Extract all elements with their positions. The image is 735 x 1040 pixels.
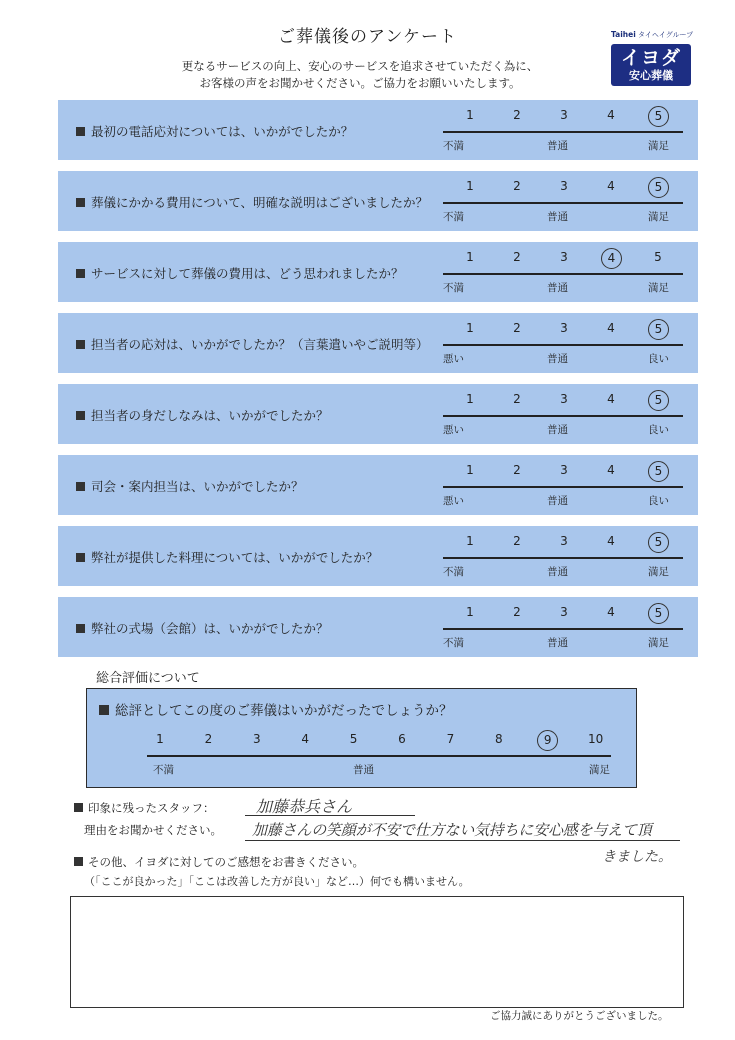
rating-option[interactable]: 4	[607, 605, 615, 619]
scale-label-low: 悪い	[443, 495, 464, 507]
overall-scale-line	[147, 755, 611, 757]
rating-option[interactable]: 3	[560, 534, 568, 548]
rating-option[interactable]: 1	[466, 392, 474, 406]
overall-question: 総評としてこの度のご葬儀はいかがだったでしょうか？	[99, 699, 453, 719]
bullet-square-icon	[76, 198, 85, 207]
overall-section-label: 総合評価について	[96, 671, 200, 686]
scale-label-mid: 普通	[547, 424, 568, 436]
rating-option[interactable]: 1	[466, 463, 474, 477]
logo-group: Taihei タイヘイグループ	[611, 30, 694, 39]
scale-line	[443, 131, 683, 133]
bullet-square-icon	[74, 857, 83, 866]
overall-rating-scale[interactable]	[149, 732, 609, 782]
scale-label-mid: 普通	[547, 353, 568, 365]
reason-label: 理由をお聞かせください。	[84, 823, 222, 837]
scale-line	[443, 415, 683, 417]
rating-option[interactable]: 4	[607, 179, 615, 193]
scale-label-high: 良い	[648, 353, 669, 365]
overall-label-low: 不満	[153, 764, 174, 776]
rating-option[interactable]: 3	[560, 605, 568, 619]
rating-option-selected[interactable]: 5	[648, 319, 669, 340]
intro-line-1: 更なるサービスの向上、安心のサービスを追求させていただく為に、	[181, 59, 539, 73]
overall-question-panel	[86, 688, 637, 788]
rating-option[interactable]: 3	[560, 321, 568, 335]
rating-option[interactable]: 4	[607, 392, 615, 406]
scale-label-low: 悪い	[443, 424, 464, 436]
logo-name: イヨダ	[620, 47, 681, 69]
reason-handwritten-1[interactable]: 加藤さんの笑顔が不安で仕方ない気持ちに安心感を与えて頂	[252, 821, 652, 839]
scale-label-mid: 普通	[547, 211, 568, 223]
overall-option[interactable]: 3	[252, 732, 261, 746]
rating-option[interactable]: 1	[466, 108, 474, 122]
bullet-square-icon	[76, 127, 85, 136]
scale-label-high: 良い	[648, 495, 669, 507]
bullet-square-icon	[76, 624, 85, 633]
scale-label-low: 不満	[443, 637, 464, 649]
reason-line	[245, 840, 680, 841]
staff-name-handwritten[interactable]: 加藤恭兵さん	[256, 797, 353, 816]
question-panel	[58, 171, 698, 231]
rating-scale[interactable]	[443, 463, 683, 511]
overall-option[interactable]: 7	[446, 732, 455, 746]
scale-label-high: 満足	[648, 211, 669, 223]
scale-label-high: 良い	[648, 424, 669, 436]
rating-option-selected[interactable]: 5	[648, 177, 669, 198]
scale-label-mid: 普通	[547, 566, 568, 578]
scale-label-low: 不満	[443, 140, 464, 152]
rating-option[interactable]: 3	[560, 108, 568, 122]
scale-label-mid: 普通	[547, 140, 568, 152]
rating-option[interactable]: 3	[560, 250, 568, 264]
page-title: ご葬儀後のアンケート	[278, 27, 457, 47]
question-text: 担当者の応対は、いかがでしたか？（言葉遣いやご説明等）	[76, 335, 429, 353]
question-text: 弊社が提供した料理については、いかがでしたか？	[76, 548, 378, 566]
rating-option[interactable]: 1	[466, 179, 474, 193]
rating-option[interactable]: 2	[513, 108, 521, 122]
rating-option[interactable]: 2	[513, 179, 521, 193]
overall-option[interactable]: 10	[587, 732, 604, 746]
question-text: 弊社の式場（会館）は、いかがでしたか？	[76, 619, 329, 637]
rating-option-selected[interactable]: 5	[648, 106, 669, 127]
bullet-square-icon	[76, 553, 85, 562]
scale-label-high: 満足	[648, 140, 669, 152]
question-panel	[58, 455, 698, 515]
rating-scale[interactable]	[443, 321, 683, 369]
rating-scale[interactable]	[443, 605, 683, 653]
bullet-square-icon	[76, 340, 85, 349]
rating-option[interactable]: 2	[513, 250, 521, 264]
rating-option-selected[interactable]: 4	[601, 248, 622, 269]
question-panel	[58, 313, 698, 373]
rating-option[interactable]: 1	[466, 534, 474, 548]
rating-scale[interactable]	[443, 534, 683, 582]
scale-label-high: 満足	[648, 566, 669, 578]
rating-option[interactable]: 2	[513, 392, 521, 406]
rating-option[interactable]: 4	[607, 534, 615, 548]
overall-label-high: 満足	[589, 764, 610, 776]
scale-line	[443, 344, 683, 346]
scale-label-mid: 普通	[547, 637, 568, 649]
question-panel	[58, 384, 698, 444]
question-panel	[58, 597, 698, 657]
other-hint: （「ここが良かった」「ここは改善した方が良い」など…）何でも構いません。	[84, 875, 470, 888]
rating-option[interactable]: 4	[607, 321, 615, 335]
logo-badge	[611, 44, 691, 86]
rating-scale[interactable]	[443, 179, 683, 227]
scale-label-low: 悪い	[443, 353, 464, 365]
scale-label-high: 満足	[648, 637, 669, 649]
scale-line	[443, 273, 683, 275]
comment-box[interactable]	[70, 896, 684, 1008]
rating-option[interactable]: 4	[607, 108, 615, 122]
rating-option-selected[interactable]: 5	[648, 390, 669, 411]
scale-label-mid: 普通	[547, 282, 568, 294]
rating-option-selected[interactable]: 5	[648, 603, 669, 624]
rating-option[interactable]: 3	[560, 463, 568, 477]
overall-option[interactable]: 5	[349, 732, 358, 746]
question-panel	[58, 100, 698, 160]
rating-option-selected[interactable]: 5	[648, 461, 669, 482]
staff-label: 印象に残ったスタッフ：	[74, 800, 215, 816]
company-logo	[611, 30, 694, 86]
bullet-square-icon	[76, 269, 85, 278]
logo-sub: 安心葬儀	[629, 69, 673, 82]
scale-label-low: 不満	[443, 566, 464, 578]
question-text: 担当者の身だしなみは、いかがでしたか？	[76, 406, 329, 424]
scale-label-low: 不満	[443, 211, 464, 223]
question-text: 最初の電話応対については、いかがでしたか？	[76, 122, 353, 140]
rating-option[interactable]: 3	[560, 392, 568, 406]
other-label: その他、イヨダに対してのご感想をお書きください。	[74, 854, 364, 870]
overall-option[interactable]: 6	[398, 732, 406, 746]
scale-label-mid: 普通	[547, 495, 568, 507]
intro-line-2: お客様の声をお聞かせください。ご協力をお願いいたします。	[199, 76, 521, 90]
rating-option[interactable]: 2	[513, 534, 521, 548]
rating-option[interactable]: 2	[513, 605, 521, 619]
overall-option[interactable]: 4	[301, 732, 309, 746]
rating-option[interactable]: 3	[560, 179, 568, 193]
question-panel	[58, 526, 698, 586]
bullet-square-icon	[74, 803, 83, 812]
rating-option[interactable]: 4	[607, 463, 615, 477]
rating-option[interactable]: 5	[654, 250, 662, 264]
rating-scale[interactable]	[443, 250, 683, 298]
bullet-square-icon	[76, 411, 85, 420]
overall-option[interactable]: 2	[204, 732, 213, 746]
question-text: 司会・案内担当は、いかがでしたか？	[76, 477, 304, 495]
overall-option[interactable]: 8	[494, 732, 503, 746]
overall-option[interactable]: 1	[156, 732, 164, 746]
rating-scale[interactable]	[443, 392, 683, 440]
rating-option[interactable]: 2	[513, 463, 521, 477]
question-text: サービスに対して葬儀の費用は、どう思われましたか？	[76, 264, 404, 282]
thanks-text: ご協力誠にありがとうございました。	[490, 1010, 669, 1022]
rating-option[interactable]: 1	[466, 250, 474, 264]
scale-label-low: 不満	[443, 282, 464, 294]
rating-option[interactable]: 1	[466, 321, 474, 335]
scale-line	[443, 202, 683, 204]
rating-option[interactable]: 2	[513, 321, 521, 335]
scale-label-high: 満足	[648, 282, 669, 294]
scale-line	[443, 486, 683, 488]
question-text: 葬儀にかかる費用について、明確な説明はございましたか？	[76, 193, 428, 211]
scale-line	[443, 628, 683, 630]
rating-option-selected[interactable]: 5	[648, 532, 669, 553]
rating-option[interactable]: 1	[466, 605, 474, 619]
question-panel	[58, 242, 698, 302]
overall-label-mid: 普通	[353, 764, 374, 776]
bullet-square-icon	[99, 705, 109, 715]
scale-line	[443, 557, 683, 559]
bullet-square-icon	[76, 482, 85, 491]
overall-option-selected[interactable]: 9	[537, 730, 558, 751]
reason-handwritten-2[interactable]: きました。	[602, 849, 672, 865]
staff-name-line	[245, 815, 415, 816]
rating-scale[interactable]	[443, 108, 683, 156]
